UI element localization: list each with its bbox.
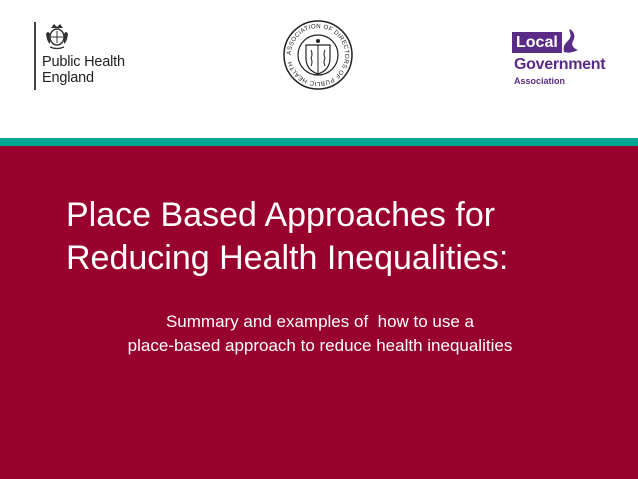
logo-header (0, 0, 638, 138)
accent-bar (0, 138, 638, 146)
slide-subtitle (60, 310, 580, 358)
lga-line-2: Government (514, 56, 606, 73)
subtitle-line-2: place-based approach to reduce health inequalities (127, 336, 513, 355)
lga-swirl-icon (558, 28, 582, 54)
phe-line-2: England (42, 70, 94, 86)
slide-title (66, 194, 626, 280)
title-line-2: Reducing Health Inequalities: (66, 239, 509, 277)
phe-divider (34, 22, 36, 90)
phe-line-1: Public Health (42, 54, 125, 70)
lga-line-1: Local (512, 32, 562, 53)
lga-logo (512, 28, 622, 90)
title-line-1: Place Based Approaches for (66, 196, 496, 234)
lga-line-3: Association (514, 76, 566, 86)
phe-logo (34, 22, 125, 92)
subtitle-line-1: Summary and examples of how to use a (165, 312, 475, 331)
adph-ring-text: ASSOCIATION OF DIRECTORS OF PUBLIC HEALTH (285, 22, 351, 88)
royal-crest-icon (42, 22, 72, 50)
adph-seal-logo (283, 18, 353, 92)
